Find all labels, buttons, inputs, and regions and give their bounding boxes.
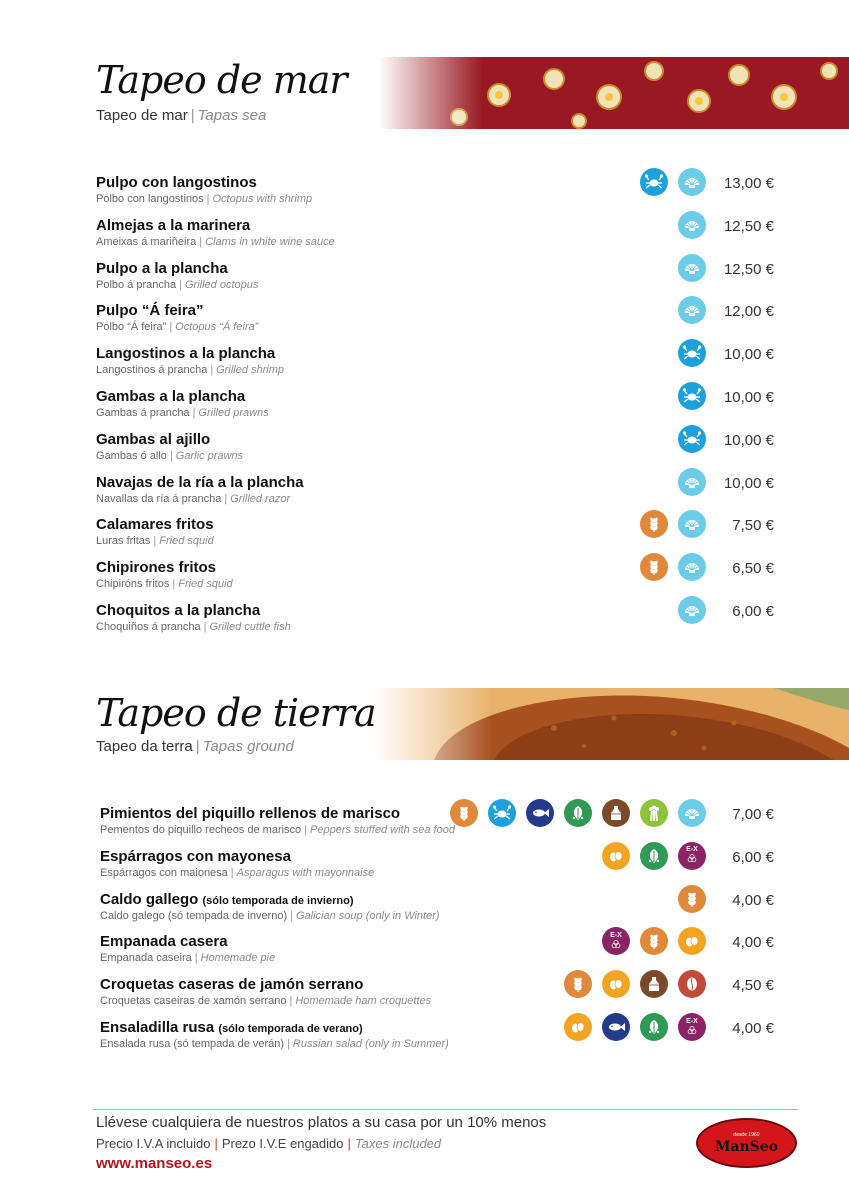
egg-icon [564,1013,592,1041]
dish-name [96,388,245,405]
dish-english: Grilled razor [230,492,291,505]
subtitle-english: Tapas sea [197,107,267,124]
dish-price: 6,00 € [732,848,774,866]
translation-separator: | [194,952,198,965]
dish-price: 13,00 € [723,175,774,192]
translation-separator: | [304,824,308,836]
dish-season-note: (sólo temporada de verano) [218,1023,363,1035]
dish-name-text: Navajas de la ría a la plancha [96,473,304,491]
dish-name [96,217,250,234]
mustard-icon [640,1013,668,1041]
dish-english: Grilled prawns [198,407,269,419]
dish-galician: Gambas á prancha [96,407,190,419]
sulphite-label: E-X [686,846,698,854]
translation-separator: | [169,321,173,334]
dish-galician: Ensalada rusa (só tempada de verán) [100,1038,285,1050]
nuts-icon [678,970,706,998]
menu-item [0,260,849,302]
tax-spanish: Precio I.V.A incluido [96,1136,211,1151]
translation-separator: | [179,278,182,291]
milk-icon [602,799,630,827]
dish-galician: Polbo “Á feira” [96,321,167,334]
mollusc-icon [678,468,706,496]
dish-translations [96,407,269,419]
dish-name [96,559,216,576]
section-header-tierra [0,688,849,760]
crustacean-icon [678,382,706,410]
dish-name [100,891,353,908]
menu-item [0,891,849,933]
dish-price: 4,00 € [732,1020,774,1037]
dish-season-note: (sólo temporada de invierno) [202,894,354,907]
dish-name-text: Pulpo a la plancha [96,259,228,277]
logo-brand: ManSeo [714,1138,779,1155]
section-script-title: Tapeo de mar [96,58,347,102]
menu-item [0,345,849,387]
crustacean-icon [678,339,706,367]
dish-name-text: Croquetas caseras de jamón serrano [100,976,364,994]
dish-name-text: Caldo gallego [100,890,199,908]
dish-galician: Espárragos con maionesa [100,866,228,879]
dish-galician: Choquiños á prancha [96,621,201,633]
dish-price: 4,00 € [732,891,774,909]
translation-separator: | [230,866,234,879]
dish-name-text: Choquitos a la plancha [96,602,261,619]
mollusc-icon [678,211,706,239]
manseo-logo [696,1118,797,1168]
translation-separator: | [287,1038,290,1050]
dish-translations [96,493,290,505]
subtitle-separator: | [195,738,200,755]
dish-price: 10,00 € [723,431,774,449]
dish-english: Peppers stuffed with sea food [310,824,455,836]
menu-item [0,1019,849,1061]
tax-english: Taxes included [354,1136,442,1151]
crustacean-icon [678,425,706,453]
dish-english: Fried squid [159,535,214,548]
section-subtitle [96,107,266,124]
translation-separator: | [153,535,157,548]
dish-translations [96,364,284,376]
translation-separator: | [290,909,293,922]
egg-icon [602,970,630,998]
dish-galician: Luras fritas [96,535,151,548]
dish-translations [96,578,233,590]
dish-price: 4,50 € [732,977,774,995]
dish-translations [96,193,312,205]
translation-separator: | [210,364,214,377]
dish-name [96,345,275,362]
dish-translations [96,279,258,291]
dish-name-text: Pimientos del piquillo rellenos de marisco [100,805,401,822]
menu-item [0,933,849,975]
tax-notice [96,1136,441,1151]
mollusc-icon [678,254,706,282]
dish-name [100,805,400,822]
section-subtitle [96,738,294,755]
translation-separator: | [192,407,196,419]
translation-separator: | [289,995,293,1008]
celery-icon [640,799,668,827]
gluten-icon [450,799,478,827]
section-header-mar [0,57,849,129]
sulphite-label: E-X [686,1017,698,1025]
dish-name-text: Almejas a la marinera [96,216,251,234]
dish-galician: Langostinos á prancha [96,364,208,377]
menu-item [0,602,849,644]
dish-price: 4,00 € [732,934,774,952]
mollusc-icon [678,596,706,624]
subtitle-galician: Tapeo da terra [96,738,193,755]
gluten-icon [564,970,592,998]
croquette-banner-image [374,688,849,760]
dish-english: Asparagus with mayonnaise [236,866,375,879]
mustard-icon [640,842,668,870]
mollusc-icon [678,168,706,196]
dish-galician: Chipiróns fritos [96,578,170,591]
sulphite-icon [678,842,706,870]
dish-price: 12,50 € [723,217,774,235]
menu-item [0,174,849,216]
menu-item [0,976,849,1018]
fish-icon [602,1013,630,1041]
dish-galician: Caldo galego (só tempada de inverno) [100,909,288,922]
dish-name [96,302,204,319]
subtitle-separator: | [190,107,195,124]
dish-price: 10,00 € [723,389,774,406]
menu-item [0,848,849,890]
dish-name-text: Ensaladilla rusa [100,1019,215,1036]
gluten-icon [640,510,668,538]
translation-separator: | [203,621,207,633]
menu-item [0,302,849,344]
dish-english: Homemade pie [200,952,276,965]
dish-english: Homemade ham croquettes [295,995,432,1008]
dish-english: Grilled shrimp [216,364,285,377]
sulphite-icon [602,927,630,955]
dish-translations [96,321,258,333]
dish-english: Garlic prawns [175,449,244,462]
dish-price: 12,50 € [723,260,774,278]
tax-galician: Prezo I.V.E engadido [221,1136,344,1151]
mollusc-icon [678,553,706,581]
dish-name [96,431,210,448]
sulphite-label: E-X [610,931,622,939]
takeaway-notice: Llévese cualquiera de nuestros platos a su casa por un 10% menos [96,1114,547,1131]
dish-name [100,976,363,993]
dish-translations [96,236,335,248]
website-link[interactable]: www.manseo.es [96,1155,213,1172]
dish-translations [100,1038,449,1050]
mollusc-icon [678,510,706,538]
dish-translations [100,824,455,836]
milk-icon [640,970,668,998]
footer-divider [93,1109,798,1110]
mollusc-icon [678,799,706,827]
translation-separator: | [206,193,210,205]
section-script-title: Tapeo de tierra [96,691,376,735]
dish-galician: Croquetas caseiras de xamón serrano [100,995,287,1008]
dish-name [100,1019,363,1036]
dish-galician: Polbo con langostinos [96,193,204,205]
dish-name [100,933,228,950]
dish-english: Octopus with shrimp [212,193,313,205]
dish-price: 6,00 € [732,603,774,620]
dish-translations [100,910,440,922]
mollusc-icon [678,296,706,324]
dish-name [96,260,228,277]
logo-since: desde 1960 [733,1131,760,1138]
translation-separator: | [199,235,203,248]
dish-galician: Pementos do piquillo recheos de marisco [100,824,302,836]
gluten-icon [640,927,668,955]
dish-name-text: Calamares fritos [96,516,214,534]
dish-price: 10,00 € [723,474,774,492]
dish-name [96,516,214,533]
translation-separator: | [172,578,176,591]
dish-name-text: Pulpo “Á feira” [96,302,204,320]
translation-separator: | [224,492,228,505]
dish-name-text: Espárragos con mayonesa [100,847,291,865]
dish-price: 7,50 € [732,517,774,535]
tax-separator: | [214,1136,218,1151]
dish-galician: Empanada caseira [100,952,192,965]
dish-name-text: Pulpo con langostinos [96,174,257,191]
gluten-icon [640,553,668,581]
dish-name-text: Gambas a la plancha [96,388,246,405]
sulphite-icon [678,1013,706,1041]
dish-galician: Navallas da ría á prancha [96,492,222,505]
menu-item [0,516,849,558]
menu-item [0,805,849,847]
subtitle-english: Tapas ground [202,738,294,755]
dish-galician: Ameixas á mariñeira [96,235,197,248]
dish-galician: Polbo á prancha [96,278,177,291]
menu-item [0,388,849,430]
dish-name-text: Empanada casera [100,933,228,951]
dish-name [96,602,260,619]
dish-name [100,848,291,865]
dish-translations [96,621,291,633]
dish-price: 7,00 € [732,806,774,823]
menu-item [0,431,849,473]
dish-translations [100,952,275,964]
fish-icon [526,799,554,827]
menu-item [0,474,849,516]
dish-name-text: Langostinos a la plancha [96,345,276,363]
menu-item [0,559,849,601]
dish-name-text: Gambas al ajillo [96,430,211,448]
egg-icon [602,842,630,870]
dish-english: Grilled cuttle fish [209,621,291,633]
menu-item [0,217,849,259]
crustacean-icon [488,799,516,827]
egg-icon [678,927,706,955]
dish-english: Fried squid [178,578,233,591]
dish-galician: Gambas ó allo [96,449,167,462]
dish-english: Octopus “Á feira” [175,321,259,334]
subtitle-galician: Tapeo de mar [96,107,188,124]
translation-separator: | [169,449,173,462]
dish-english: Clams in white wine sauce [205,235,335,248]
dish-translations [100,995,431,1007]
dish-name [96,474,304,491]
dish-price: 10,00 € [723,346,774,364]
dish-english: Grilled octopus [184,278,259,291]
dish-english: Russian salad (only in Summer) [292,1038,449,1050]
dish-translations [96,535,214,547]
dish-name [96,174,257,191]
dish-name-text: Chipirones fritos [96,559,217,577]
mustard-icon [564,799,592,827]
dish-translations [100,867,374,879]
dish-translations [96,450,243,462]
dish-price: 6,50 € [732,560,774,578]
tax-separator: | [347,1136,351,1151]
octopus-banner-image [379,57,849,129]
gluten-icon [678,885,706,913]
crustacean-icon [640,168,668,196]
dish-english: Galician soup (only in Winter) [295,909,440,922]
dish-price: 12,00 € [723,303,774,321]
